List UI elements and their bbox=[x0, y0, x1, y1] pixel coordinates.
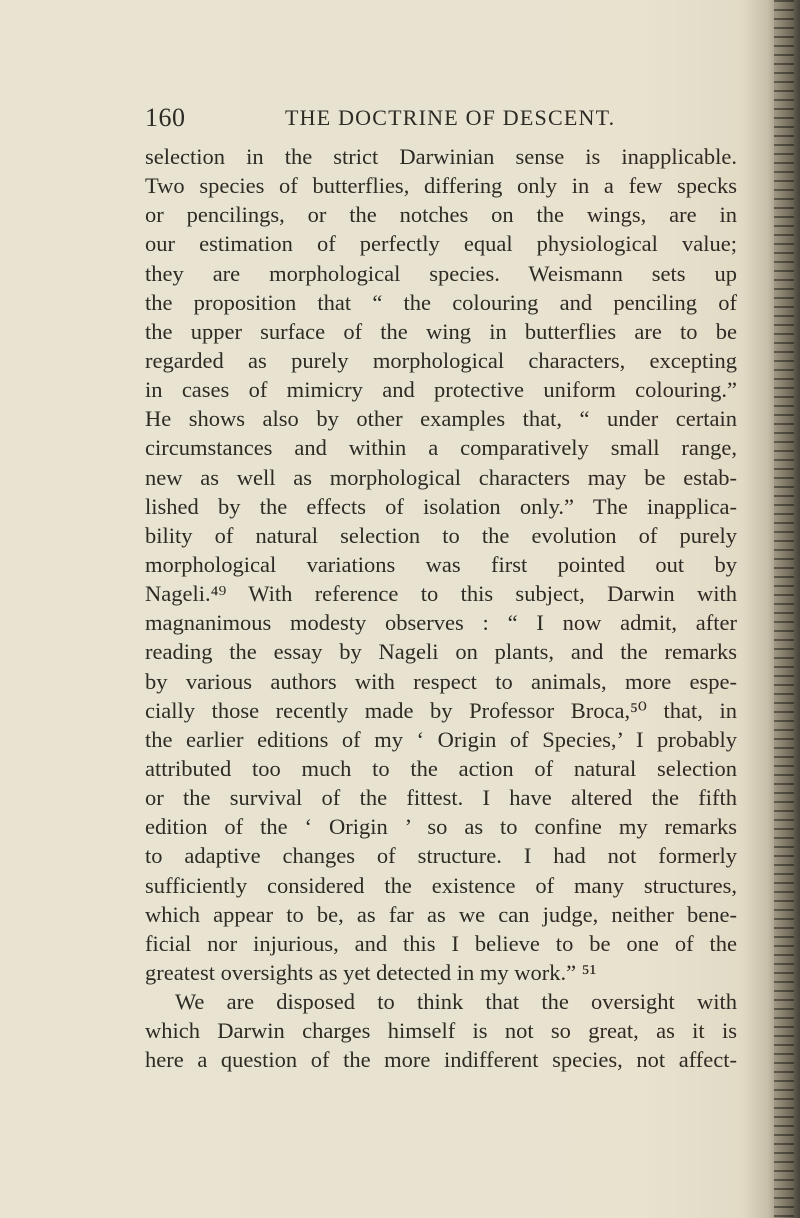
text-line: ficial nor injurious, and this I believe to be one of the bbox=[145, 930, 737, 956]
text-line: regarded as purely morphological characters, excepting bbox=[145, 347, 737, 373]
text-line: or pencilings, or the notches on the wings, are in bbox=[145, 202, 737, 228]
paragraph-start-line: We are disposed to think that the oversight with bbox=[175, 989, 737, 1015]
text-line: in cases of mimicry and protective uniform colouring.” bbox=[145, 377, 737, 403]
text-line: Nageli.⁴⁹ With reference to this subject, Darwin with bbox=[145, 581, 737, 607]
text-line: here a question of the more indifferent species, not affect- bbox=[145, 1047, 737, 1073]
running-title: THE DOCTRINE OF DESCENT. bbox=[285, 105, 616, 130]
text-line: they are morphological species. Weismann sets up bbox=[145, 260, 737, 286]
text-line: which appear to be, as far as we can judge, neither bene- bbox=[145, 901, 737, 927]
text-line: circumstances and within a comparatively small range, bbox=[145, 435, 737, 461]
text-line: new as well as morphological characters may be estab- bbox=[145, 464, 737, 490]
text-line: attributed too much to the action of natural selection bbox=[145, 755, 737, 781]
text-line: selection in the strict Darwinian sense is inapplicable. bbox=[145, 144, 737, 169]
text-line: edition of the ‘ Origin ’ so as to confine my remarks bbox=[145, 814, 737, 840]
page-edge-stack bbox=[774, 0, 794, 1218]
text-line: the upper surface of the wing in butterflies are to be bbox=[145, 318, 737, 344]
text-line: greatest oversights as yet detected in my work.” ⁵¹ bbox=[145, 959, 597, 985]
text-line: morphological variations was first pointed out by bbox=[145, 551, 737, 577]
text-line: bility of natural selection to the evolution of purely bbox=[145, 522, 737, 548]
text-line: Two species of butterflies, differing only in a few specks bbox=[145, 173, 737, 199]
text-line: cially those recently made by Professor Broca,⁵⁰ that, in bbox=[145, 697, 737, 723]
text-line: reading the essay by Nageli on plants, and the remarks bbox=[145, 639, 737, 665]
text-line: magnanimous modesty observes : “ I now admit, after bbox=[145, 610, 737, 636]
text-line: by various authors with respect to animals, more espe- bbox=[145, 668, 737, 694]
text-line: the proposition that “ the colouring and penciling of bbox=[145, 289, 737, 315]
page-number: 160 bbox=[145, 103, 186, 132]
text-line: the earlier editions of my ‘ Origin of Species,’ I probably bbox=[145, 726, 737, 752]
text-line: sufficiently considered the existence of many structures, bbox=[145, 872, 737, 898]
running-head bbox=[145, 103, 745, 139]
body-text bbox=[145, 142, 737, 1075]
text-line: or the survival of the fittest. I have altered the fifth bbox=[145, 785, 737, 811]
text-line: our estimation of perfectly equal physiological value; bbox=[145, 231, 737, 257]
text-line: which Darwin charges himself is not so great, as it is bbox=[145, 1018, 737, 1044]
text-line: He shows also by other examples that, “ under certain bbox=[145, 406, 737, 432]
text-line: to adaptive changes of structure. I had not formerly bbox=[145, 843, 737, 869]
text-line: lished by the effects of isolation only.” The inapplica- bbox=[145, 493, 737, 519]
